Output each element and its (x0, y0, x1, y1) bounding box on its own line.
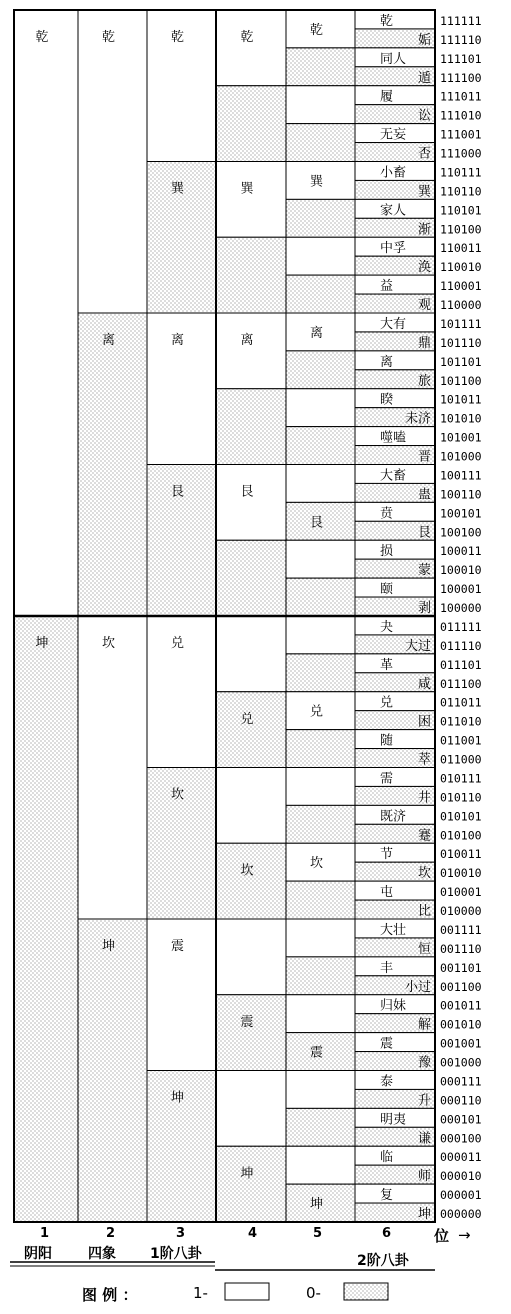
hexagram-code: 000010 (440, 1169, 482, 1184)
hexagram-cell (355, 654, 435, 673)
tree-node-col4-11 (216, 768, 286, 844)
hexagram-code: 110111 (440, 165, 482, 180)
hexagram-code: 101001 (440, 430, 482, 445)
hexagram-code: 100001 (440, 582, 482, 597)
hexagram-code: 001011 (440, 998, 482, 1013)
tree-node-col4-1 (216, 10, 286, 86)
tree-node-col4-16 (216, 1146, 286, 1222)
tree-node-col4-15 (216, 1071, 286, 1147)
hexagram-name: 大过 (404, 638, 431, 654)
hexagram-name: 临 (380, 1150, 394, 1166)
hexagram-name: 归妹 (380, 998, 407, 1014)
hexagram-code: 000000 (440, 1207, 482, 1221)
hexagram-name: 旅 (417, 373, 431, 389)
tree-node-col2-3 (78, 616, 147, 919)
hexagram-name: 同人 (380, 51, 407, 67)
hexagram-name: 离 (380, 354, 394, 370)
hexagram-code: 010111 (440, 771, 482, 786)
hexagram-name: 解 (417, 1017, 431, 1033)
hexagram-name: 贲 (380, 506, 394, 522)
position-number-5: 5 (313, 1226, 323, 1241)
hexagram-code: 010110 (440, 790, 482, 805)
hexagram-name: 夬 (380, 619, 394, 635)
hexagram-code: 100000 (440, 601, 482, 615)
label-yinyang: 阴阳 (24, 1246, 52, 1262)
hexagram-code: 100010 (440, 563, 482, 578)
hexagram-code: 101111 (440, 316, 482, 331)
hexagram-cell (355, 730, 435, 749)
tree-node-col4-9 (216, 616, 286, 692)
hexagram-name: 井 (417, 790, 431, 806)
tree-node-col5-8 (286, 275, 355, 313)
tree-node-label: 坤 (170, 1090, 185, 1106)
hexagram-cell (355, 843, 435, 862)
hexagram-name: 剥 (417, 601, 431, 616)
tree-node-col5-3 (286, 86, 355, 124)
hexagram-code: 000100 (440, 1131, 482, 1146)
hexagram-cell (355, 351, 435, 370)
tree-node-label: 乾 (240, 30, 254, 45)
tree-node-label: 坤 (240, 1166, 254, 1182)
hexagram-code: 110001 (440, 279, 482, 294)
legend-title: 图 例 ： (82, 1286, 138, 1304)
tree-node-col2-4 (78, 919, 147, 1222)
hexagram-name: 睽 (380, 392, 394, 408)
hexagram-code: 011001 (440, 733, 482, 748)
hexagram-code: 101101 (440, 354, 482, 369)
hexagram-name: 坤 (417, 1207, 431, 1222)
tree-node-col4-6 (216, 389, 286, 465)
position-number-6: 6 (382, 1226, 392, 1241)
tree-node-label: 坤 (35, 636, 49, 651)
tree-node-label: 离 (170, 333, 185, 348)
tree-node-col4-7 (216, 465, 286, 541)
tree-node-label: 巽 (170, 181, 185, 197)
hexagram-code: 110100 (440, 222, 482, 237)
tree-node-col4-5 (216, 313, 286, 389)
hexagram-name: 萃 (417, 752, 431, 768)
hexagram-name: 艮 (417, 525, 431, 541)
tree-node-col4-3 (216, 162, 286, 238)
hexagram-cell (355, 692, 435, 711)
hexagram-name: 否 (417, 146, 431, 162)
label-bagua-1: 1阶八卦 (150, 1246, 202, 1262)
tree-node-label: 坎 (309, 856, 324, 872)
hexagram-cell (355, 389, 435, 408)
tree-node-col4-10 (216, 692, 286, 768)
tree-node-col5-4 (286, 124, 355, 162)
hexagram-name: 丰 (380, 960, 394, 976)
tree-node-label: 巽 (309, 174, 324, 190)
hexagram-code: 001110 (440, 941, 482, 956)
tree-node-col4-13 (216, 919, 286, 995)
position-label: 位 (434, 1227, 450, 1245)
hexagram-code: 111010 (440, 108, 482, 123)
tree-node-col5-15 (286, 540, 355, 578)
hexagram-code: 011101 (440, 657, 482, 672)
hexagram-cell (355, 578, 435, 597)
hexagram-code: 000001 (440, 1188, 482, 1203)
tree-node-col5-25 (286, 919, 355, 957)
hexagram-code: 011100 (440, 676, 482, 691)
hexagram-name: 泰 (380, 1074, 394, 1090)
tree-node-col5-26 (286, 957, 355, 995)
hexagram-name: 益 (380, 279, 394, 295)
hexagram-code: 010101 (440, 809, 482, 824)
hexagram-name: 咸 (417, 676, 431, 692)
hexagram-code: 011010 (440, 714, 482, 729)
hexagram-name: 损 (380, 544, 394, 560)
hexagram-cell (355, 957, 435, 976)
tree-node-label: 离 (101, 333, 116, 348)
hexagram-code: 111100 (440, 70, 482, 85)
hexagram-code: 010001 (440, 885, 482, 900)
tree-node-col5-29 (286, 1071, 355, 1109)
hexagram-name: 震 (380, 1036, 394, 1052)
hexagram-code: 110110 (440, 184, 482, 199)
tree-node-col5-31 (286, 1146, 355, 1184)
hexagram-name: 兑 (380, 695, 394, 711)
tree-node-col5-18 (286, 654, 355, 692)
tree-node-label: 乾 (309, 22, 324, 38)
hexagram-code: 011110 (440, 638, 482, 653)
hexagram-code: 000011 (440, 1150, 482, 1165)
tree-node-col5-20 (286, 730, 355, 768)
hexagram-code: 001100 (440, 979, 482, 994)
right-arrow-icon: → (458, 1226, 471, 1244)
hexagram-name: 鼎 (417, 335, 431, 351)
hexagram-code: 111000 (440, 146, 482, 161)
hexagram-name: 既济 (380, 809, 407, 825)
hexagram-code: 011011 (440, 695, 482, 710)
tree-node-col5-16 (286, 578, 355, 616)
hexagram-name: 姤 (417, 32, 431, 48)
tree-node-label: 艮 (170, 484, 185, 500)
tree-node-col5-10 (286, 351, 355, 389)
hexagram-name: 复 (380, 1188, 394, 1204)
label-bagua-2: 2阶八卦 (357, 1253, 409, 1269)
hexagram-code: 110000 (440, 298, 482, 312)
hexagram-name: 观 (417, 298, 431, 313)
hexagram-name: 节 (380, 847, 394, 863)
tree-node-label: 震 (240, 1014, 254, 1030)
tree-node-label: 震 (309, 1045, 324, 1061)
hexagram-name: 师 (417, 1169, 431, 1185)
hexagram-code: 010011 (440, 847, 482, 862)
tree-node-label: 震 (170, 939, 185, 954)
tree-node-col4-14 (216, 995, 286, 1071)
hexagram-name: 遁 (417, 70, 431, 86)
tree-node-col1-2 (14, 616, 78, 1222)
hexagram-code: 101011 (440, 392, 482, 407)
tree-node-label: 乾 (101, 30, 116, 45)
tree-node-col5-13 (286, 465, 355, 503)
hexagram-code: 101010 (440, 411, 482, 426)
tree-node-col5-22 (286, 805, 355, 843)
hexagram-code: 111111 (440, 13, 482, 28)
tree-node-col2-1 (78, 10, 147, 313)
hexagram-name: 蛊 (417, 487, 431, 503)
hexagram-name: 坎 (417, 866, 431, 882)
hexagram-cell (355, 1184, 435, 1203)
label-sixiang: 四象 (88, 1246, 116, 1262)
hexagram-code: 110101 (440, 203, 482, 218)
position-number-3: 3 (176, 1226, 186, 1241)
hexagram-name: 小过 (404, 979, 431, 995)
tree-node-label: 艮 (240, 484, 254, 500)
legend-one-swatch (225, 1283, 269, 1300)
hexagram-name: 困 (417, 714, 431, 730)
tree-node-col4-12 (216, 843, 286, 919)
hexagram-code: 001010 (440, 1017, 482, 1032)
tree-node-label: 坤 (101, 939, 116, 954)
hexagram-name: 噬嗑 (380, 430, 407, 446)
hexagram-code: 100110 (440, 487, 482, 502)
hexagram-code: 100011 (440, 544, 482, 559)
hexagram-code: 011111 (440, 619, 482, 634)
hexagram-cell (355, 10, 435, 29)
hexagram-cell (355, 502, 435, 521)
hexagram-name: 恒 (417, 941, 431, 957)
hexagram-cell (355, 540, 435, 559)
hexagram-code: 111011 (440, 89, 482, 104)
tree-node-label: 坎 (240, 863, 254, 879)
hexagram-cell (355, 768, 435, 787)
hexagram-cell (355, 616, 435, 635)
hexagram-name: 颐 (380, 582, 394, 598)
tree-node-label: 乾 (170, 30, 185, 45)
hexagram-code: 001101 (440, 960, 482, 975)
hexagram-name: 豫 (417, 1055, 431, 1071)
tree-node-col4-4 (216, 237, 286, 313)
hexagram-code: 111001 (440, 127, 482, 142)
hexagram-cell (355, 1146, 435, 1165)
hexagram-name: 履 (380, 89, 394, 105)
tree-node-label: 兑 (309, 704, 324, 720)
hexagram-name: 中孚 (380, 241, 407, 257)
legend-zero-swatch (344, 1283, 388, 1300)
tree-node-col5-21 (286, 768, 355, 806)
hexagram-name: 未济 (404, 411, 431, 427)
hexagram-code: 100111 (440, 468, 482, 483)
hexagram-code: 100100 (440, 525, 482, 540)
hexagram-name: 随 (380, 733, 394, 749)
hexagram-code: 011000 (440, 752, 482, 767)
hexagram-name: 比 (417, 904, 431, 919)
tree-node-col5-7 (286, 237, 355, 275)
hexagram-name: 明夷 (380, 1112, 407, 1128)
hexagram-code: 001000 (440, 1055, 482, 1070)
hexagram-cell (355, 1033, 435, 1052)
hexagram-code: 101100 (440, 373, 482, 388)
hexagram-name: 升 (417, 1093, 431, 1109)
hexagram-name: 无妄 (380, 127, 407, 143)
tree-node-col1-1 (14, 10, 78, 616)
tree-node-col5-11 (286, 389, 355, 427)
position-number-1: 1 (40, 1226, 50, 1241)
hexagram-code: 100101 (440, 506, 482, 521)
hexagram-code: 000101 (440, 1112, 482, 1127)
tree-node-label: 乾 (35, 30, 49, 45)
hexagram-code: 010100 (440, 828, 482, 843)
tree-node-col4-2 (216, 86, 286, 162)
hexagram-cell (355, 1071, 435, 1090)
tree-node-col4-8 (216, 540, 286, 616)
hexagram-name: 家人 (380, 203, 407, 219)
position-number-2: 2 (106, 1226, 116, 1241)
tree-node-label: 坎 (101, 636, 116, 651)
hexagram-name: 需 (380, 771, 394, 787)
tree-node-col5-24 (286, 881, 355, 919)
hexagram-code: 101110 (440, 335, 482, 350)
hexagram-name: 晋 (417, 449, 431, 465)
tree-node-col5-27 (286, 995, 355, 1033)
hexagram-code: 110011 (440, 241, 482, 256)
tree-node-col5-6 (286, 199, 355, 237)
hexagram-code: 111101 (440, 51, 482, 66)
hexagram-name: 讼 (417, 108, 431, 124)
tree-node-label: 坤 (309, 1197, 324, 1213)
tree-node-label: 离 (309, 325, 324, 341)
hexagram-name: 乾 (380, 13, 394, 29)
hexagram-name: 蒙 (417, 563, 431, 579)
hexagram-name: 大有 (380, 316, 407, 332)
hexagram-code: 010010 (440, 866, 482, 881)
hexagram-name: 革 (380, 657, 394, 673)
hexagram-code: 110010 (440, 260, 482, 275)
hexagram-name: 谦 (417, 1131, 431, 1147)
hexagram-name: 巽 (417, 184, 431, 200)
hexagram-name: 大畜 (380, 468, 407, 484)
tree-node-col5-2 (286, 48, 355, 86)
tree-node-col5-17 (286, 616, 355, 654)
hexagram-name: 涣 (417, 260, 431, 276)
position-number-4: 4 (248, 1226, 258, 1241)
legend-zero-label: 0- (306, 1284, 321, 1302)
hexagram-code: 001111 (440, 922, 482, 937)
tree-node-label: 巽 (240, 181, 254, 197)
legend-one-label: 1- (193, 1284, 208, 1302)
hexagram-cell (355, 881, 435, 900)
hexagram-code: 111110 (440, 32, 482, 47)
tree-node-col5-12 (286, 427, 355, 465)
hexagram-code: 010000 (440, 904, 482, 918)
tree-node-label: 兑 (170, 636, 185, 651)
hexagram-code: 000111 (440, 1074, 482, 1089)
tree-node-label: 兑 (240, 711, 254, 727)
hexagram-cell (355, 275, 435, 294)
tree-node-label: 离 (240, 333, 254, 348)
hexagram-name: 屯 (380, 885, 394, 901)
hexagram-code: 001001 (440, 1036, 482, 1051)
hexagram-name: 渐 (417, 222, 431, 238)
tree-node-col5-30 (286, 1108, 355, 1146)
hexagram-name: 蹇 (417, 828, 431, 844)
tree-node-label: 坎 (170, 787, 185, 803)
hexagram-name: 大壮 (380, 922, 407, 938)
hexagram-name: 小畜 (380, 165, 407, 181)
hexagram-cell (355, 86, 435, 105)
tree-node-label: 艮 (309, 515, 324, 531)
tree-node-col2-2 (78, 313, 147, 616)
hexagram-code: 101000 (440, 449, 482, 464)
hexagram-code: 000110 (440, 1093, 482, 1108)
